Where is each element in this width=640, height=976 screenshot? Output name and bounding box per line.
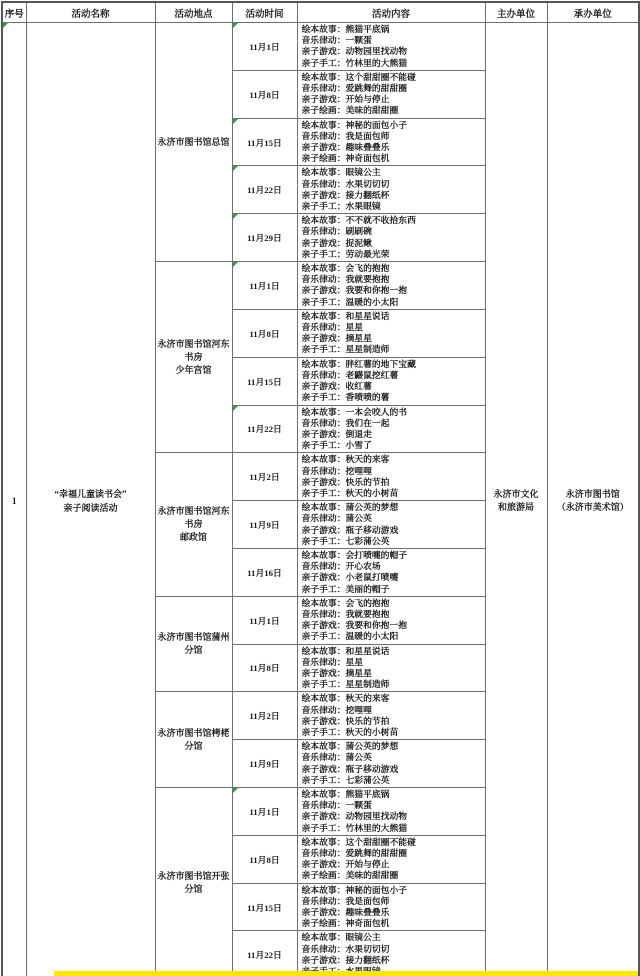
date-cell: 11月1日 xyxy=(232,596,297,644)
content-cell xyxy=(297,453,485,501)
content-line: 绘本故事：会飞的抱抱 xyxy=(301,597,390,608)
date-cell: 11月9日 xyxy=(232,740,297,788)
highlight-strip xyxy=(54,971,638,976)
content-cell xyxy=(297,692,485,740)
location-cell xyxy=(155,596,232,692)
content-line: 绘本故事：神秘的面包小子 xyxy=(301,119,408,130)
content-cell xyxy=(297,214,485,262)
content-line: 亲子游戏：趣味叠叠乐 xyxy=(301,142,390,153)
content-line: 音乐律动：星星 xyxy=(301,656,364,667)
undertaker-cell xyxy=(547,23,639,976)
content-line: 亲子手工：水果眼镜 xyxy=(301,201,381,212)
content-line: 亲子游戏：我要和你抱一抱 xyxy=(301,285,408,296)
content-line: 绘本故事：这个甜甜圈不能碰 xyxy=(301,836,416,847)
content-line: 亲子游戏：开始与停止 xyxy=(301,94,390,105)
content-line: 亲子手工：竹林里的大熊猫 xyxy=(301,822,408,833)
column-header-1: 序号 xyxy=(2,2,26,23)
undertaker-line: 永济市图书馆 xyxy=(565,488,620,499)
column-header-2: 活动名称 xyxy=(26,2,155,23)
content-line: 亲子绘画：神奇面包机 xyxy=(301,153,390,164)
content-line: 亲子手工：香喷喷的薯 xyxy=(301,392,390,403)
content-line: 亲子游戏：瓶子移动游戏 xyxy=(301,524,399,535)
content-cell xyxy=(297,262,485,310)
content-line: 亲子手工：七彩蒲公英 xyxy=(301,535,390,546)
date-cell: 11月8日 xyxy=(232,309,297,357)
location-line: 永济市图书馆河东书房 xyxy=(157,338,230,362)
content-cell xyxy=(297,548,485,596)
content-cell xyxy=(297,501,485,549)
date-cell: 11月1日 xyxy=(232,788,297,836)
content-line: 音乐律动：水果切切切 xyxy=(301,178,390,189)
content-line: 绘本故事：蒲公英的梦想 xyxy=(301,741,399,752)
column-header-6: 主办单位 xyxy=(485,2,547,23)
column-header-4: 活动时间 xyxy=(232,2,297,23)
content-line: 亲子游戏：摘星星 xyxy=(301,333,372,344)
content-cell xyxy=(297,357,485,405)
content-cell xyxy=(297,166,485,214)
content-line: 音乐律动：挖哩哩 xyxy=(301,465,372,476)
location-cell xyxy=(155,788,232,976)
date-cell: 11月22日 xyxy=(232,166,297,214)
content-line: 亲子手工：秋天的小树苗 xyxy=(301,487,399,498)
content-line: 音乐律动：一颗蛋 xyxy=(301,35,372,46)
schedule-row xyxy=(2,23,639,71)
date-cell: 11月2日 xyxy=(232,692,297,740)
content-line: 绘本故事：一本会咬人的书 xyxy=(301,406,408,417)
content-line: 亲子游戏：动物园里找动物 xyxy=(301,46,408,57)
location-cell xyxy=(155,23,232,262)
location-line: 永济市图书馆总馆 xyxy=(157,136,230,147)
content-line: 绘本故事：熊猫平底锅 xyxy=(301,24,390,34)
content-line: 亲子绘画：美味的甜甜圈 xyxy=(301,870,399,881)
location-cell xyxy=(155,453,232,596)
date-cell: 11月1日 xyxy=(232,262,297,310)
content-line: 亲子游戏：接力翻纸杯 xyxy=(301,189,390,200)
content-line: 绘本故事：眼镜公主 xyxy=(301,167,381,178)
content-line: 亲子游戏：快乐的节拍 xyxy=(301,476,390,487)
date-cell: 11月16日 xyxy=(232,548,297,596)
activity-name-line: 亲子阅读活动 xyxy=(63,502,118,513)
content-cell xyxy=(297,596,485,644)
content-line: 绘本故事：眼镜公主 xyxy=(301,932,381,943)
content-line: 绘本故事：秋天的来客 xyxy=(301,693,390,704)
serial-number-cell: 1 xyxy=(2,23,26,976)
content-line: 亲子游戏：趣味叠叠乐 xyxy=(301,907,390,918)
content-line: 绘本故事：神秘的面包小子 xyxy=(301,884,408,895)
content-line: 亲子游戏：开始与停止 xyxy=(301,859,390,870)
date-cell: 11月8日 xyxy=(232,835,297,883)
content-line: 音乐律动：爱跳舞的甜甜圈 xyxy=(301,848,408,859)
column-header-3: 活动地点 xyxy=(155,2,232,23)
content-cell xyxy=(297,309,485,357)
content-line: 亲子绘画：神奇面包机 xyxy=(301,918,390,929)
content-line: 绘本故事：不不就不收拾东西 xyxy=(301,215,416,226)
content-cell xyxy=(297,405,485,453)
column-header-7: 承办单位 xyxy=(547,2,639,23)
content-line: 亲子手工：劳动最光荣 xyxy=(301,248,390,259)
content-line: 音乐律动：星星 xyxy=(301,322,364,333)
undertaker-line: （永济市美术馆） xyxy=(556,501,629,512)
content-line: 亲子游戏：瓶子移动游戏 xyxy=(301,763,399,774)
content-line: 音乐律动：一颗蛋 xyxy=(301,800,372,811)
content-line: 亲子游戏：收红薯 xyxy=(301,381,372,392)
content-line: 亲子手工：竹林里的大熊猫 xyxy=(301,57,408,68)
content-line: 亲子手工：小雪了 xyxy=(301,440,372,451)
content-cell xyxy=(297,644,485,692)
location-cell xyxy=(155,692,232,788)
content-line: 音乐律动：水果切切切 xyxy=(301,943,390,954)
content-cell xyxy=(297,23,485,71)
date-cell: 11月22日 xyxy=(232,931,297,976)
content-line: 亲子游戏：快乐的节拍 xyxy=(301,715,390,726)
content-line: 音乐律动：蒲公英 xyxy=(301,752,372,763)
content-line: 音乐律动：老鼹鼠挖红薯 xyxy=(301,369,399,380)
location-line: 永济市图书馆蒲州分馆 xyxy=(157,632,230,656)
content-line: 绘本故事：蒲公英的梦想 xyxy=(301,502,399,513)
content-line: 亲子绘画：美味的甜甜圈 xyxy=(301,105,399,116)
content-line: 亲子游戏：摘星星 xyxy=(301,667,372,678)
table-header-row xyxy=(2,2,639,23)
activity-name-cell xyxy=(26,23,155,976)
content-line: 亲子手工：星星制造师 xyxy=(301,344,390,355)
content-line: 亲子游戏：小老鼠打喷嚏 xyxy=(301,572,399,583)
content-line: 音乐律动：我就要抱抱 xyxy=(301,274,390,285)
content-line: 音乐律动：我们在一起 xyxy=(301,417,390,428)
content-line: 亲子手工：温暖的小太阳 xyxy=(301,631,399,642)
content-line: 亲子游戏：我要和你抱一抱 xyxy=(301,620,408,631)
activity-name-line: “幸福儿童读书会” xyxy=(54,488,127,499)
content-line: 绘本故事：熊猫平底锅 xyxy=(301,789,390,799)
location-line: 永济市图书馆栲栳分馆 xyxy=(157,727,230,751)
content-line: 亲子手工：美丽的帽子 xyxy=(301,583,390,594)
content-line: 亲子手工：秋天的小树苗 xyxy=(301,726,399,737)
content-line: 绘本故事：和星星说话 xyxy=(301,310,390,321)
date-cell: 11月9日 xyxy=(232,501,297,549)
organizer-cell: 永济市文化和旅游局 xyxy=(485,23,547,976)
date-cell: 11月15日 xyxy=(232,357,297,405)
column-header-5: 活动内容 xyxy=(297,2,485,23)
date-cell: 11月29日 xyxy=(232,214,297,262)
content-cell xyxy=(297,883,485,931)
activity-schedule-table xyxy=(1,1,640,976)
content-line: 亲子游戏：动物园里找动物 xyxy=(301,811,408,822)
date-cell: 11月1日 xyxy=(232,23,297,71)
content-line: 亲子游戏：捉泥鳅 xyxy=(301,237,372,248)
content-line: 亲子手工：星星制造师 xyxy=(301,679,390,690)
content-cell xyxy=(297,70,485,118)
content-cell xyxy=(297,740,485,788)
content-line: 绘本故事：这个甜甜圈不能碰 xyxy=(301,71,416,82)
content-line: 绘本故事：会打喷嚏的帽子 xyxy=(301,549,408,560)
content-cell xyxy=(297,118,485,166)
location-line: 永济市图书馆开张分馆 xyxy=(157,871,230,895)
content-line: 音乐律动：爱跳舞的甜甜圈 xyxy=(301,83,408,94)
content-line: 音乐律动：开心农场 xyxy=(301,561,381,572)
content-line: 音乐律动：我是面包师 xyxy=(301,130,390,141)
date-cell: 11月8日 xyxy=(232,70,297,118)
content-line: 亲子手工：温暖的小太阳 xyxy=(301,296,399,307)
content-line: 绘本故事：胖红薯的地下宝藏 xyxy=(301,358,416,369)
date-cell: 11月22日 xyxy=(232,405,297,453)
content-line: 音乐律动：我就要抱抱 xyxy=(301,608,390,619)
content-cell xyxy=(297,931,485,976)
date-cell: 11月2日 xyxy=(232,453,297,501)
location-line: 少年宫馆 xyxy=(175,364,212,375)
date-cell: 11月15日 xyxy=(232,118,297,166)
date-cell: 11月15日 xyxy=(232,883,297,931)
content-cell xyxy=(297,835,485,883)
content-line: 绘本故事：秋天的来客 xyxy=(301,454,390,465)
content-line: 音乐律动：刷刷碗 xyxy=(301,226,372,237)
content-line: 亲子手工：七彩蒲公英 xyxy=(301,774,390,785)
content-cell xyxy=(297,788,485,836)
location-line: 永济市图书馆河东书房 xyxy=(157,506,230,530)
location-line: 邮政馆 xyxy=(179,532,207,543)
date-cell: 11月8日 xyxy=(232,644,297,692)
content-line: 亲子游戏：接力翻纸杯 xyxy=(301,954,390,965)
location-cell xyxy=(155,262,232,453)
content-line: 亲子游戏：倒退走 xyxy=(301,428,372,439)
content-line: 音乐律动：我是面包师 xyxy=(301,895,390,906)
content-line: 绘本故事：会飞的抱抱 xyxy=(301,263,390,274)
content-line: 绘本故事：和星星说话 xyxy=(301,645,390,656)
content-line: 音乐律动：蒲公英 xyxy=(301,513,372,524)
content-line: 音乐律动：挖哩哩 xyxy=(301,704,372,715)
